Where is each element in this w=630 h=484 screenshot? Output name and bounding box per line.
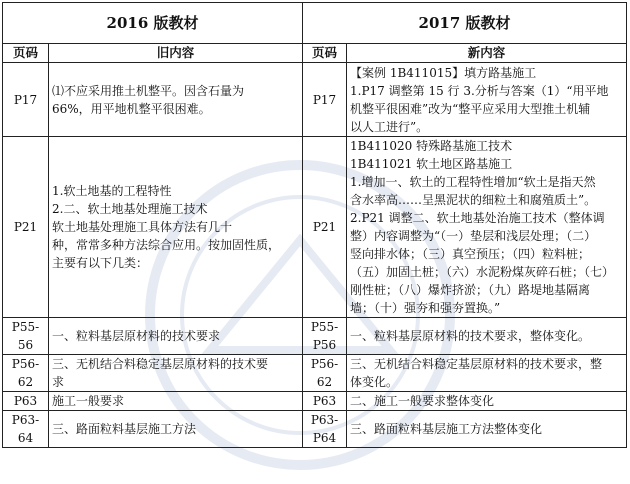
content-line: 三、无机结合料稳定基层原材料的技术要求，整 xyxy=(350,357,603,371)
content-line: 体变化。 xyxy=(350,375,399,389)
table-row xyxy=(3,318,627,355)
content-line: 三、无机结合料稳定基层原材料的技术要 xyxy=(52,357,269,371)
new-page-column-header: 页码 xyxy=(303,44,347,63)
old-page-cell: P63-64 xyxy=(3,411,49,448)
content-line: 整）内容调整为“（一）垫层和浅层处理；（二） xyxy=(350,229,597,243)
old-content-cell xyxy=(49,137,303,318)
content-line: 1B411021 软土地区路基施工 xyxy=(350,157,513,171)
content-line: 二、施工一般要求整体变化 xyxy=(350,394,495,408)
edition-2016-header: 2016 版教材 xyxy=(3,3,303,44)
content-line: 1.软土地基的工程特性 xyxy=(52,184,172,198)
old-page-cell: P17 xyxy=(3,63,49,137)
content-line: 求 xyxy=(52,375,65,389)
content-line: 1.增加一、软土的工程特性增加“软土是指天然 xyxy=(350,175,596,189)
content-line: 主要有以下几类： xyxy=(52,256,149,270)
content-line: 以人工进行”。 xyxy=(350,119,429,134)
table-row xyxy=(3,355,627,392)
content-line: 含水率高……呈黑泥状的细粒土和腐殖质土”。 xyxy=(350,193,597,207)
content-line: 66%，用平地机整平很困难。 xyxy=(52,101,211,116)
content-line: 一、粒料基层原材料的技术要求，整体变化。 xyxy=(350,329,591,343)
content-line: 2.二、软土地基处理施工技术 xyxy=(52,202,208,216)
content-line: 2.P21 调整二、软土地基处治施工技术（整体调 xyxy=(350,211,605,225)
content-line: 墙；（十）强夯和强夯置换。” xyxy=(350,301,501,315)
old-content-cell xyxy=(49,411,303,448)
content-line: 1B411020 特殊路基施工技术 xyxy=(350,139,513,153)
table-row xyxy=(3,137,627,318)
new-page-cell: P21 xyxy=(303,137,347,318)
content-line: 三、路面粒料基层施工方法 xyxy=(52,422,197,436)
new-content-cell xyxy=(347,137,627,318)
old-content-cell xyxy=(49,318,303,355)
old-page-cell: P63 xyxy=(3,392,49,411)
new-page-cell: P63 xyxy=(303,392,347,411)
old-content-cell xyxy=(49,355,303,392)
content-line: 刚性桩；（八）爆炸挤淤；（九）路堤地基隔离 xyxy=(350,283,591,297)
old-page-cell: P56-62 xyxy=(3,355,49,392)
content-line: 竖向排水体；（三）真空预压；（四）粒料桩； xyxy=(350,247,591,261)
old-page-cell: P21 xyxy=(3,137,49,318)
new-content-cell xyxy=(347,355,627,392)
edition-2017-header: 2017 版教材 xyxy=(303,3,627,44)
new-content-cell xyxy=(347,63,627,137)
new-content-header: 新内容 xyxy=(347,44,627,63)
content-line: 【案例 1B411015】填方路基施工 xyxy=(350,65,537,80)
content-line: 三、路面粒料基层施工方法整体变化 xyxy=(350,422,543,436)
new-content-cell xyxy=(347,411,627,448)
content-line: 种，常常多种方法综合应用。按加固性质， xyxy=(52,238,281,252)
content-line: 施工一般要求 xyxy=(52,394,125,408)
old-content-cell xyxy=(49,63,303,137)
content-line: 1.P17 调整第 15 行 3.分析与答案（1）“用平地 xyxy=(350,83,609,98)
comparison-table xyxy=(2,2,627,448)
content-line: ⑴不应采用推土机整平。因含石量为 xyxy=(52,83,245,98)
content-line: （五）加固土桩；（六）水泥粉煤灰碎石桩；（七） xyxy=(350,265,615,279)
content-line: 机整平很困难”改为“整平应采用大型推土机辅 xyxy=(350,101,591,116)
new-page-cell: P55-P56 xyxy=(303,318,347,355)
new-page-cell: P17 xyxy=(303,63,347,137)
old-page-cell: P55-56 xyxy=(3,318,49,355)
new-page-cell: P56-62 xyxy=(303,355,347,392)
new-content-cell xyxy=(347,318,627,355)
old-content-header: 旧内容 xyxy=(49,44,303,63)
content-line: 一、粒料基层原材料的技术要求 xyxy=(52,329,221,343)
new-page-cell: P63-P64 xyxy=(303,411,347,448)
new-content-cell xyxy=(347,392,627,411)
table-row xyxy=(3,411,627,448)
page-column-header: 页码 xyxy=(3,44,49,63)
table-row xyxy=(3,392,627,411)
old-content-cell xyxy=(49,392,303,411)
table-row xyxy=(3,63,627,137)
content-line: 软土地基处理施工具体方法有几十 xyxy=(52,220,233,234)
